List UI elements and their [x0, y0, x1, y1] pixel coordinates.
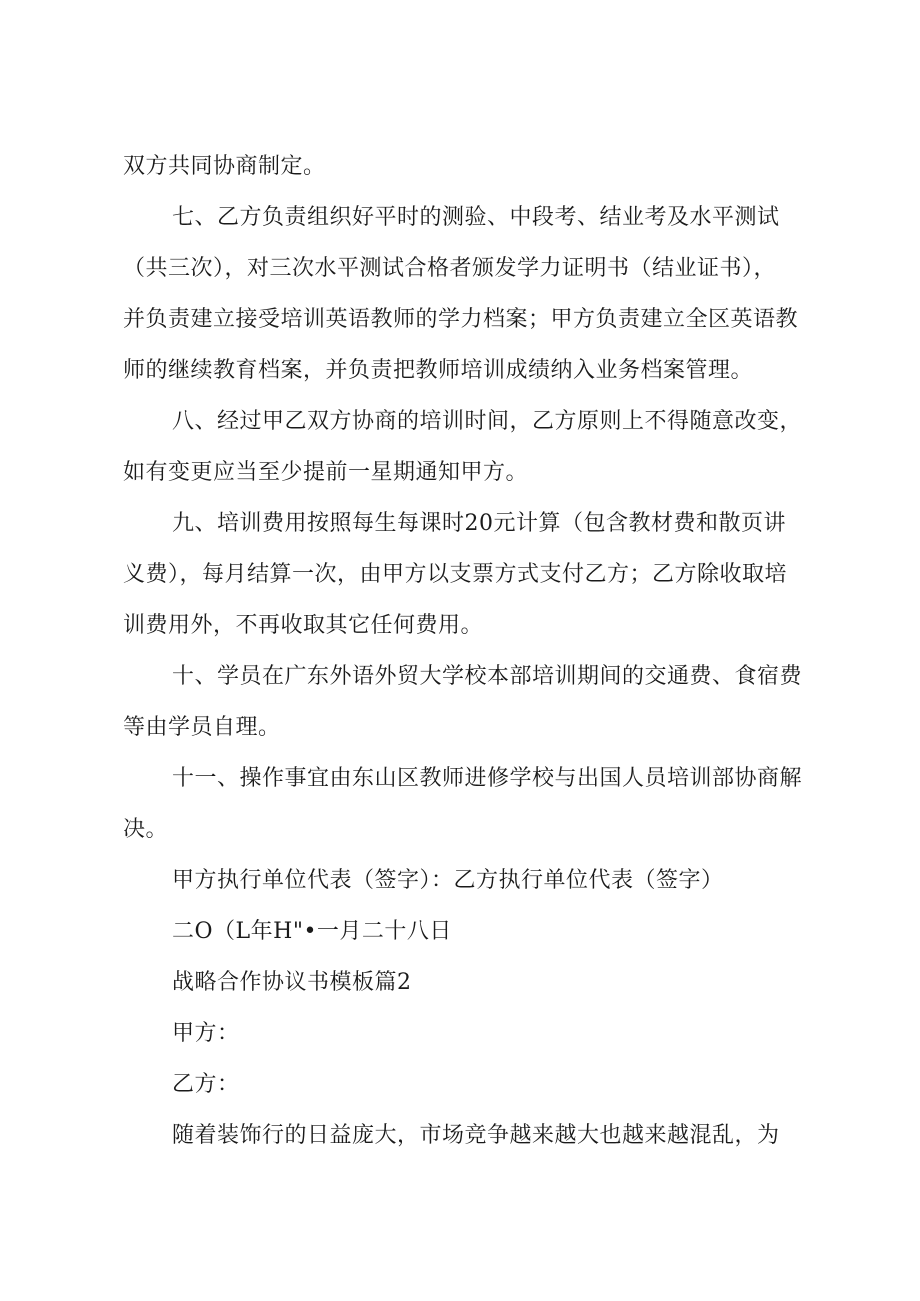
body-text-line: 如有变更应当至少提前一星期通知甲方。	[123, 460, 529, 485]
body-text-line: 随着装饰行的日益庞大，市场竞争越来越大也越来越混乱，为	[172, 1123, 780, 1148]
body-text-line: （共三次），对三次水平测试合格者颁发学力证明书（结业证书），	[123, 256, 777, 281]
signature-line: 甲方执行单位代表（签字）：乙方执行单位代表（签字）	[172, 868, 724, 893]
section-title: 战略合作协议书模板篇2	[172, 970, 412, 995]
party-a-line: 甲方：	[172, 1021, 240, 1046]
clause-11-line: 十一、操作事宜由东山区教师进修学校与出国人员培训部协商解	[172, 766, 803, 791]
body-text-line: 训费用外，不再收取其它任何费用。	[123, 613, 484, 638]
clause-8-line: 八、经过甲乙双方协商的培训时间，乙方原则上不得随意改变，	[172, 409, 803, 434]
body-text-line: 双方共同协商制定。	[123, 154, 326, 179]
body-text-line: 并负责建立接受培训英语教师的学力档案；甲方负责建立全区英语教	[123, 307, 799, 332]
body-text-line: 等由学员自理。	[123, 715, 281, 740]
clause-7-line: 七、乙方负责组织好平时的测验、中段考、结业考及水平测试	[172, 205, 780, 230]
body-text-line: 师的继续教育档案，并负责把教师培训成绩纳入业务档案管理。	[123, 358, 754, 383]
clause-9-line: 九、培训费用按照每生每课时20元计算（包含教材费和散页讲	[172, 511, 786, 536]
party-b-line: 乙方：	[172, 1072, 240, 1097]
body-text-line: 义费），每月结算一次，由甲方以支票方式支付乙方；乙方除收取培	[123, 562, 788, 587]
body-text-line: 决。	[123, 817, 169, 842]
date-line: 二O（L年H"•一月二十八日	[172, 919, 452, 944]
clause-10-line: 十、学员在广东外语外贸大学校本部培训期间的交通费、食宿费	[172, 664, 803, 689]
